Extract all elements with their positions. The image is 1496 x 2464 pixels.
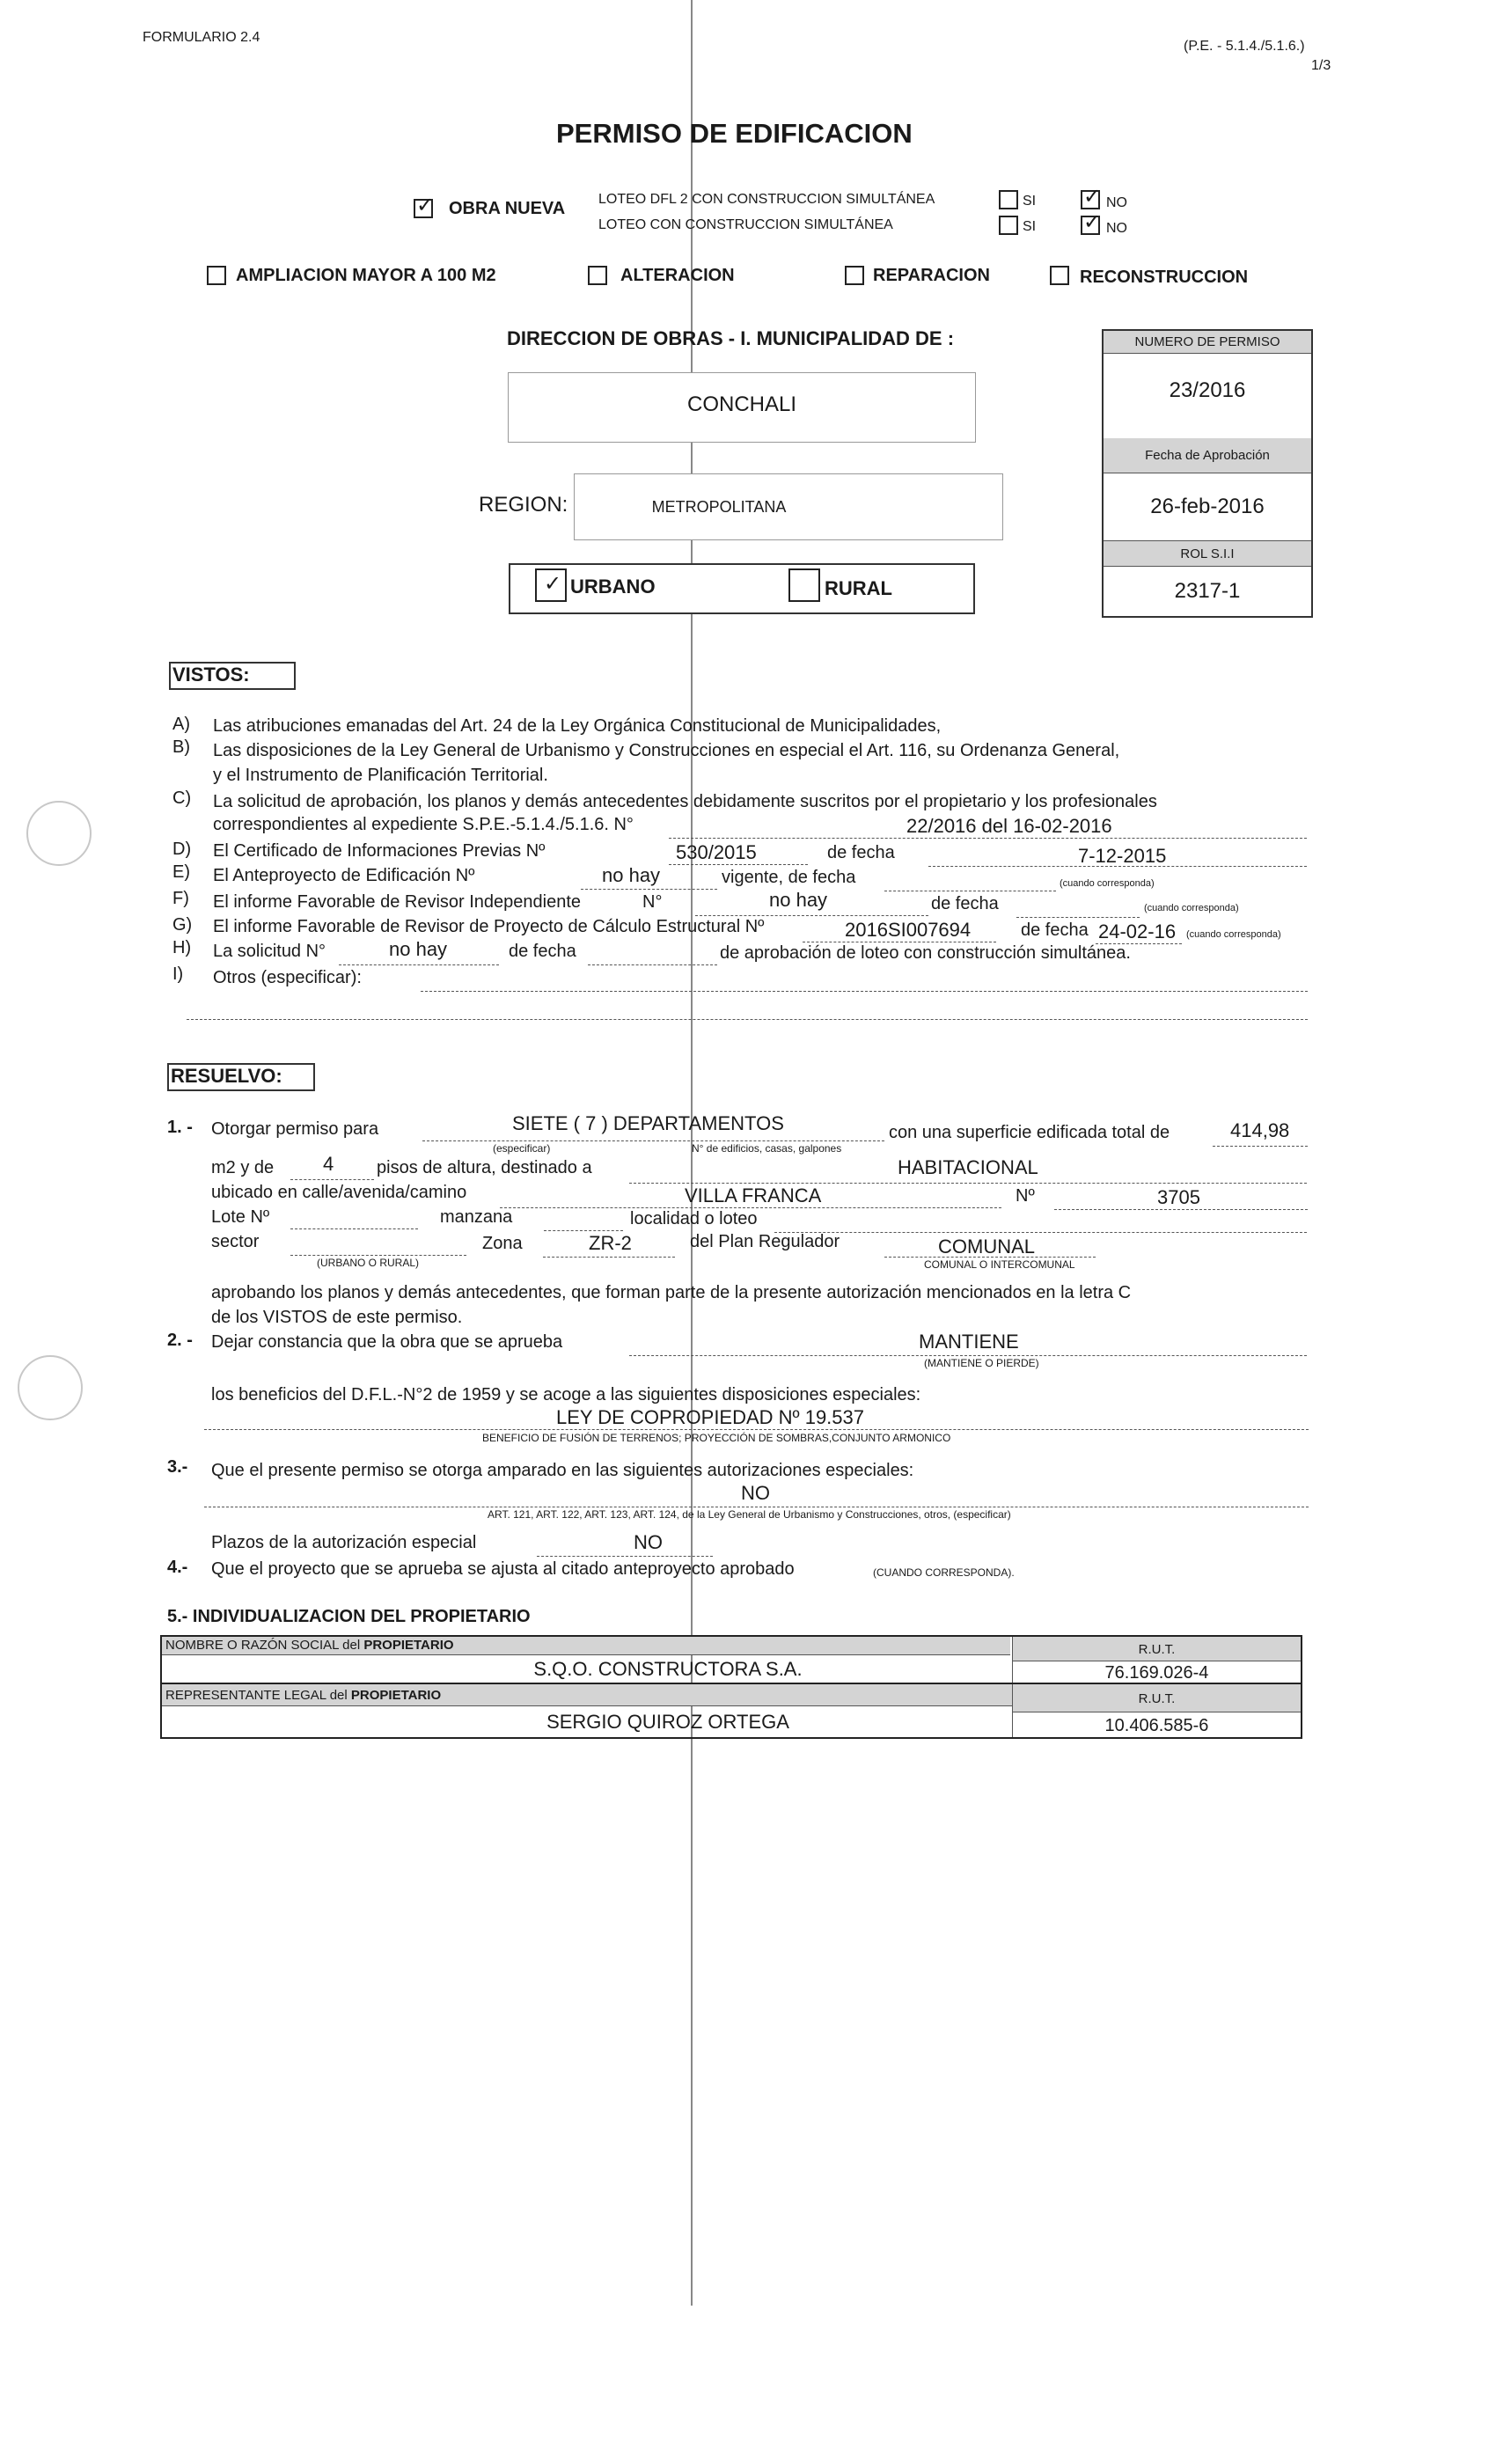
beneficio-note: BENEFICIO DE FUSIÓN DE TERRENOS; PROYECCIÓN DE SOMBRAS,CONJUNTO ARMONICO [482, 1432, 951, 1444]
numero-permiso-value: 23/2016 [1169, 378, 1246, 402]
aprobando-text1: aprobando los planos y demás antecedentes, que forman parte de la presente autorización mencionados en la letra C [211, 1283, 1132, 1302]
ley-line [204, 1429, 1309, 1430]
cuando-corresponda-caps: (CUANDO CORRESPONDA). [873, 1566, 1015, 1579]
vistos-heading: VISTOS: [172, 664, 250, 686]
calle-line [500, 1207, 1001, 1208]
especificar-note: (especificar) [493, 1142, 551, 1155]
lote-line [290, 1228, 418, 1229]
region-label: REGION: [479, 493, 568, 517]
vistos-c-key: C) [172, 788, 192, 808]
vistos-i-text: Otros (especificar): [213, 968, 362, 987]
owner-name-row [160, 1635, 1302, 1684]
punch-hole [18, 1355, 83, 1420]
check-icon: ✓ [416, 194, 435, 217]
page-title: PERMISO DE EDIFICACION [556, 118, 913, 149]
vistos-h-fecha-label: de fecha [509, 942, 576, 961]
c-value-line [669, 838, 1307, 839]
vistos-e-text: El Anteproyecto de Edificación Nº [213, 866, 475, 885]
owner-rut-header: R.U.T. [1013, 1637, 1301, 1661]
vistos-d-fecha-label: de fecha [827, 843, 895, 862]
autorizacion-value: NO [741, 1482, 770, 1504]
vistos-f-number: no hay [769, 889, 828, 911]
urbano-label: URBANO [570, 576, 656, 598]
amparado-text: Que el presente permiso se otorga amparado en las siguientes autorizaciones especiales: [211, 1461, 914, 1480]
numero-value: 3705 [1157, 1186, 1200, 1208]
reconstruccion-label: RECONSTRUCCION [1080, 268, 1249, 287]
vistos-h-key: H) [172, 938, 192, 957]
cuando-corresponda-note: (cuando corresponda) [1144, 903, 1239, 913]
reference-code: (P.E. - 5.1.4./5.1.6.) [1184, 39, 1305, 54]
zona-line [543, 1257, 675, 1258]
fecha-aprobacion-header: Fecha de Aprobación [1104, 438, 1311, 473]
otros-line [187, 1019, 1308, 1020]
ley-value: LEY DE COPROPIEDAD Nº 19.537 [556, 1406, 864, 1428]
plan-label: del Plan Regulador [690, 1232, 840, 1251]
art-note: ART. 121, ART. 122, ART. 123, ART. 124, de la Ley General de Urbanismo y Construcciones, otros, (especificar) [488, 1508, 1011, 1521]
loteo-dfl2-no-checkbox[interactable] [1081, 185, 1102, 209]
alteracion-label: ALTERACION [620, 266, 735, 285]
vistos-c-text2: correspondientes al expediente S.P.E.-5.1.4./5.1.6. N° [213, 815, 634, 834]
f-num-line [695, 915, 928, 916]
mantiene-value: MANTIENE [919, 1331, 1019, 1353]
vistos-f-fecha-label: de fecha [931, 894, 999, 913]
numero-line [1054, 1209, 1308, 1210]
sector-line [290, 1255, 466, 1256]
owner-heading: 5.- INDIVIDUALIZACION DEL PROPIETARIO [167, 1607, 531, 1626]
pisos-line [290, 1179, 374, 1180]
vistos-e-number: no hay [602, 864, 661, 886]
vistos-g-fecha-label: de fecha [1021, 920, 1089, 940]
plazos-value: NO [634, 1531, 663, 1553]
vistos-i-key: I) [172, 964, 184, 984]
vistos-b-key: B) [172, 737, 190, 757]
zona-value: ZR-2 [589, 1232, 632, 1254]
vistos-g-text: El informe Favorable de Revisor de Proyecto de Cálculo Estructural Nº [213, 917, 765, 936]
rural-checkbox[interactable] [788, 568, 820, 602]
mantiene-note: (MANTIENE O PIERDE) [924, 1357, 1039, 1369]
ampliacion-label: AMPLIACION MAYOR A 100 M2 [236, 266, 496, 285]
vistos-b-text1: Las disposiciones de la Ley General de Urbanismo y Construcciones en especial el Art. 116, su Ordenanza General, [213, 741, 1120, 760]
reparacion-checkbox[interactable] [845, 266, 864, 285]
manzana-label: manzana [440, 1207, 513, 1227]
no-label: NO [1106, 221, 1127, 236]
vistos-h-tail: de aprobación de loteo con construcción simultánea. [720, 943, 1131, 963]
obra-nueva-checkbox[interactable] [414, 194, 435, 218]
resuelvo-heading: RESUELVO: [171, 1065, 282, 1087]
rep-rut-value: 10.406.585-6 [1104, 1716, 1209, 1735]
vistos-f-n-label: N° [642, 892, 663, 912]
rep-name-header: REPRESENTANTE LEGAL del PROPIETARIO [162, 1684, 1012, 1706]
lote-label: Lote Nº [211, 1207, 270, 1227]
reconstruccion-checkbox[interactable] [1050, 266, 1069, 285]
page-number: 1/3 [1311, 58, 1331, 73]
vistos-h-number: no hay [389, 938, 448, 960]
rep-name-value: SERGIO QUIROZ ORTEGA [546, 1711, 789, 1733]
rep-rut-header: R.U.T. [1013, 1684, 1301, 1712]
loteo-dfl2-label: LOTEO DFL 2 CON CONSTRUCCION SIMULTÁNEA [598, 192, 935, 207]
urbano-checkbox[interactable] [535, 568, 567, 602]
comunal-note: COMUNAL O INTERCOMUNAL [924, 1258, 1075, 1271]
region-value: METROPOLITANA [651, 498, 787, 516]
punch-hole [26, 801, 92, 866]
superficie-value: 414,98 [1230, 1119, 1290, 1141]
check-icon: ✓ [1083, 185, 1102, 209]
rural-label: RURAL [825, 577, 892, 599]
h-fecha-line [588, 964, 717, 965]
rol-sii-header: ROL S.I.I [1104, 540, 1311, 567]
check-icon: ✓ [1083, 210, 1102, 234]
h-num-line [339, 964, 499, 965]
si-label: SI [1023, 194, 1037, 209]
item-3-number: 3.- [167, 1457, 188, 1477]
vistos-f-text: El informe Favorable de Revisor Independiente [213, 892, 582, 912]
vistos-a-key: A) [172, 715, 190, 734]
otorgar-label: Otorgar permiso para [211, 1119, 379, 1139]
plazos-line [537, 1556, 713, 1557]
ampliacion-checkbox[interactable] [207, 266, 226, 285]
calle-value: VILLA FRANCA [685, 1184, 822, 1206]
mantiene-line [629, 1355, 1307, 1356]
si-label: SI [1023, 219, 1037, 234]
owner-rep-row [160, 1683, 1302, 1739]
otros-line [421, 991, 1308, 992]
direccion-obras-label: DIRECCION DE OBRAS - I. MUNICIPALIDAD DE : [507, 327, 955, 349]
cuando-corresponda-note: (cuando corresponda) [1060, 878, 1155, 889]
vistos-d-key: D) [172, 840, 192, 859]
loteo-con-no-checkbox[interactable] [1081, 210, 1102, 235]
numero-permiso-header: NUMERO DE PERMISO [1104, 331, 1311, 354]
localidad-line [774, 1232, 1307, 1233]
aprobando-text2: de los VISTOS de este permiso. [211, 1308, 463, 1327]
superficie-line [1213, 1146, 1308, 1147]
owner-name-value: S.Q.O. CONSTRUCTORA S.A. [533, 1658, 803, 1680]
vistos-d-text: El Certificado de Informaciones Previas Nº [213, 841, 546, 861]
d-num-line [669, 864, 808, 865]
owner-name-header: NOMBRE O RAZÓN SOCIAL del PROPIETARIO [162, 1637, 1010, 1655]
loteo-con-label: LOTEO CON CONSTRUCCION SIMULTÁNEA [598, 217, 893, 232]
item-2-number: 2. - [167, 1331, 193, 1350]
vistos-c-value: 22/2016 del 16-02-2016 [906, 815, 1112, 837]
dejar-label: Dejar constancia que la obra que se aprueba [211, 1332, 563, 1352]
vistos-c-text1: La solicitud de aprobación, los planos y demás antecedentes debidamente suscritos por el propietario y los profesionales [213, 792, 1157, 811]
loteo-dfl2-si-checkbox[interactable] [999, 190, 1018, 209]
permiso-para-line [422, 1140, 884, 1141]
alteracion-checkbox[interactable] [588, 266, 607, 285]
item-1-number: 1. - [167, 1118, 193, 1137]
ajusta-text: Que el proyecto que se aprueba se ajusta al citado anteproyecto aprobado [211, 1559, 795, 1579]
manzana-line [544, 1230, 623, 1231]
m2-label: m2 y de [211, 1158, 275, 1177]
urbano-rural-note: (URBANO O RURAL) [317, 1257, 420, 1269]
permiso-para-value: SIETE ( 7 ) DEPARTAMENTOS [512, 1112, 784, 1134]
rol-sii-value: 2317-1 [1174, 579, 1241, 603]
destino-value: HABITACIONAL [898, 1156, 1038, 1178]
vistos-d-fecha: 7-12-2015 [1078, 845, 1167, 867]
vistos-g-number: 2016SI007694 [845, 919, 972, 941]
ubicado-label: ubicado en calle/avenida/camino [211, 1183, 467, 1202]
zona-label: Zona [482, 1234, 523, 1253]
fecha-aprobacion-value: 26-feb-2016 [1150, 495, 1265, 518]
e-num-line [581, 889, 717, 890]
form-code: FORMULARIO 2.4 [143, 30, 260, 45]
pisos-tail-label: pisos de altura, destinado a [377, 1158, 592, 1177]
superficie-label: con una superficie edificada total de [889, 1123, 1170, 1142]
permit-info-box [1102, 329, 1313, 618]
check-icon: ✓ [544, 572, 562, 596]
vistos-g-key: G) [172, 915, 193, 935]
pisos-value: 4 [323, 1153, 334, 1175]
sector-label: sector [211, 1232, 260, 1251]
vistos-a-text: Las atribuciones emanadas del Art. 24 de la Ley Orgánica Constitucional de Municipalidades, [213, 716, 942, 736]
loteo-con-si-checkbox[interactable] [999, 216, 1018, 235]
owner-rut-value: 76.169.026-4 [1104, 1663, 1209, 1683]
no-label: NO [1106, 195, 1127, 210]
localidad-label: localidad o loteo [630, 1209, 758, 1228]
municipio-value: CONCHALI [686, 392, 797, 416]
plan-value: COMUNAL [938, 1236, 1036, 1258]
plazos-label: Plazos de la autorización especial [211, 1533, 477, 1552]
vistos-h-text: La solicitud N° [213, 942, 326, 961]
item-4-number: 4.- [167, 1558, 188, 1577]
obra-nueva-label: OBRA NUEVA [449, 199, 566, 218]
edificios-note: N° de edificios, casas, galpones [692, 1142, 842, 1155]
vistos-g-fecha: 24-02-16 [1098, 920, 1177, 942]
cuando-corresponda-note: (cuando corresponda) [1186, 929, 1281, 940]
beneficios-text: los beneficios del D.F.L.-N°2 de 1959 y se acoge a las siguientes disposiciones especiales: [211, 1385, 921, 1404]
vistos-f-key: F) [172, 889, 189, 908]
reparacion-label: REPARACION [873, 266, 990, 285]
vistos-e-vigente: vigente, de fecha [722, 868, 856, 887]
vistos-e-key: E) [172, 862, 190, 882]
f-fecha-line [1016, 917, 1140, 918]
numero-label: Nº [1016, 1186, 1035, 1206]
vistos-b-text2: y el Instrumento de Planificación Territorial. [213, 766, 548, 785]
vistos-d-number: 530/2015 [676, 841, 757, 863]
destino-line [629, 1183, 1307, 1184]
